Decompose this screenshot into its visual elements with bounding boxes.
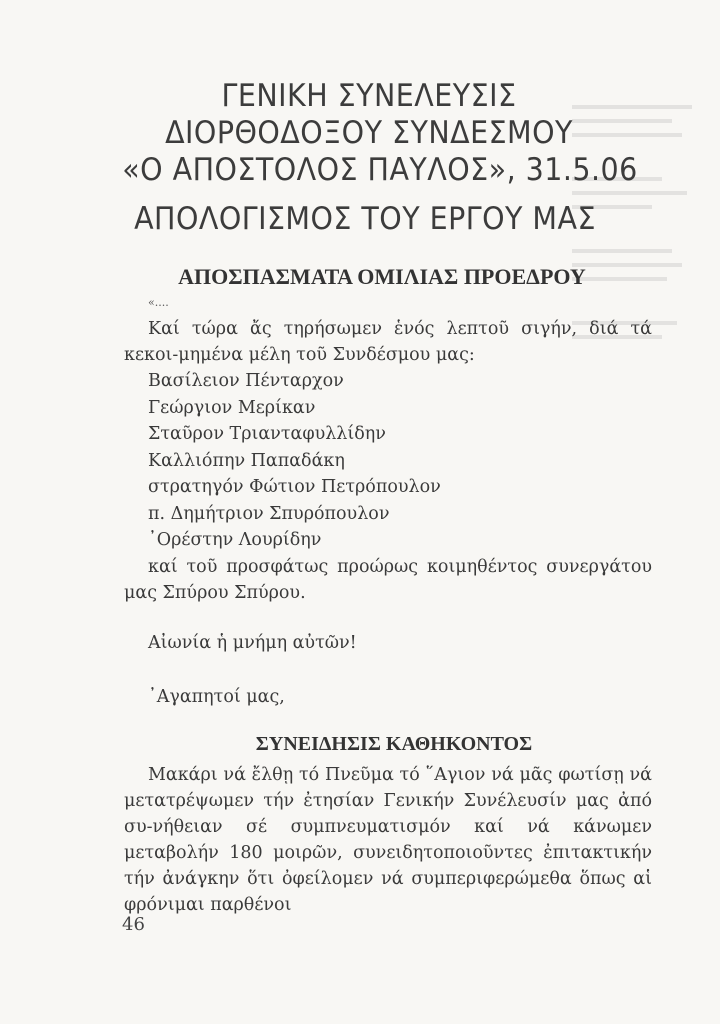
intro-paragraph: Καί τώρα ἄς τηρήσωμεν ἑνός λεπτοῦ σιγήν, διά τά κεκοι-μημένα μέλη τοῦ Συνδέσμου μας: — [124, 319, 652, 365]
title-line-4: ΑΠΟΛΟΓΙΣΜΟΣ ΤΟΥ ΕΡΓΟΥ ΜΑΣ — [134, 201, 596, 237]
list-item: Γεώργιον Μερίκαν — [148, 397, 316, 418]
duty-paragraph: Μακάρι νά ἔλθῃ τό Πνεῦμα τό ῞Αγιον νά μᾶς φωτίσῃ νά μετατρέψωμεν τήν ἐτησίαν Γενικήν Συνέλευσίν μας ἀπό συ-νήθειαν σέ συμπνευματισμόν καί νά κάνωμεν μεταβολήν 180 μοιρῶν, συνειδητοποιοῦντες ἐπιτακτικήν τήν ἀνάγκην ὅτι ὀφείλομεν νά συμπεριφερώμεθα ὅπως αἱ φρόνιμαι παρθένοι — [124, 765, 652, 915]
memory-line: Αἰωνία ἡ μνήμη αὐτῶν! — [148, 633, 357, 653]
section-heading-sense-of-duty: ΣΥΝΕΙΔΗΣΙΣ ΚΑΘΗΚΟΝΤΟΣ — [255, 733, 533, 755]
article-title — [0, 78, 720, 238]
list-item: Βασίλειον Πένταρχον — [148, 371, 344, 391]
list-item: ᾿Ορέστην Λουρίδην — [148, 530, 322, 550]
list-item: π. Δημήτριον Σπυρόπουλον — [148, 503, 390, 524]
list-item: Καλλιόπην Παπαδάκη — [148, 450, 345, 471]
section-heading-speech-excerpts: ΑΠΟΣΠΑΣΜΑΤΑ ΟΜΙΛΙΑΣ ΠΡΟΕΔΡΟΥ — [178, 264, 586, 289]
closing-paragraph: καί τοῦ προσφάτως προώρως κοιμηθέντος συνεργάτου μας Σπύρου Σπύρου. — [124, 557, 652, 603]
title-line-1: ΓΕΝΙΚΗ ΣΥΝΕΛΕΥΣΙΣ — [221, 78, 517, 114]
deceased-members-list — [148, 368, 441, 554]
page-number: 46 — [122, 914, 145, 935]
title-line-2: ΔΙΟΡΘΟΔΟΞΟΥ ΣΥΝΔΕΣΜΟΥ — [165, 115, 573, 151]
list-item: στρατηγόν Φώτιον Πετρόπουλον — [148, 477, 441, 497]
list-item: Σταῦρον Τριανταφυλλίδην — [148, 424, 386, 444]
quote-open-mark: «.... — [148, 296, 169, 309]
greeting-line: ᾿Αγαπητοί μας, — [148, 687, 285, 707]
title-line-3: «Ο ΑΠΟΣΤΟΛΟΣ ΠΑΥΛΟΣ», 31.5.06 — [122, 152, 638, 188]
